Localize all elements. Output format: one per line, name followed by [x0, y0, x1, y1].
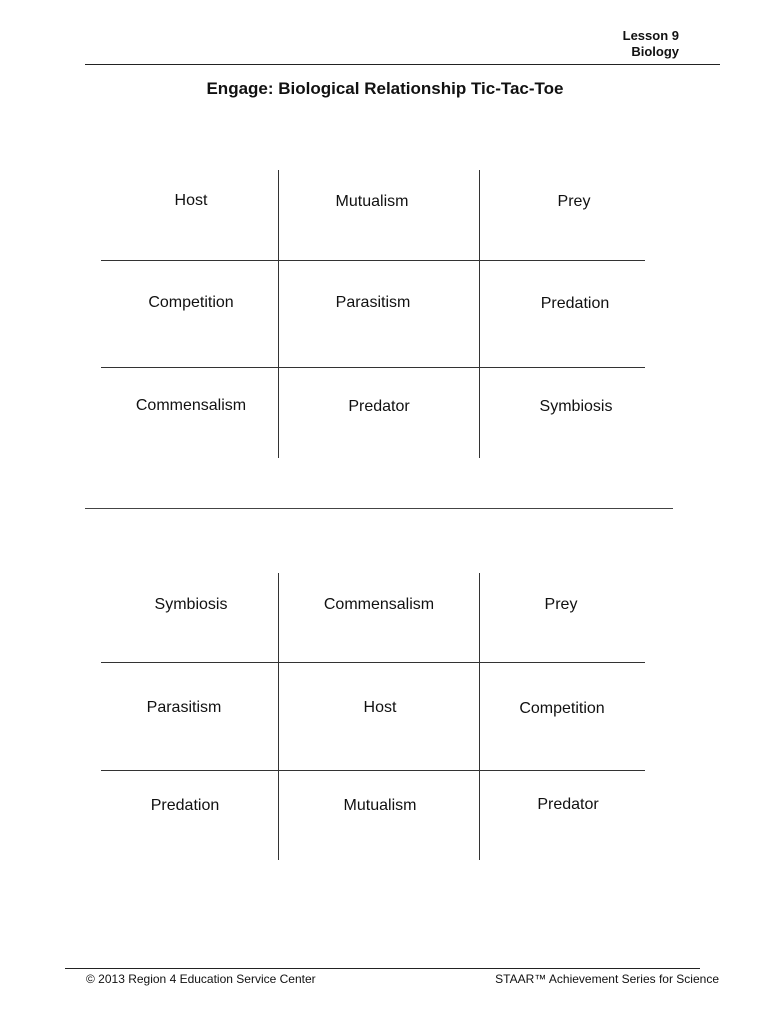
board1-cell: Mutualism — [335, 193, 409, 210]
board1-cell: Host — [174, 192, 208, 209]
board2-cell: Predation — [150, 797, 220, 814]
board2-cell: Competition — [519, 700, 605, 717]
subject-label: Biology — [631, 44, 679, 59]
board1-cell: Predator — [348, 398, 410, 415]
grid-line-horizontal — [101, 367, 645, 368]
board1-cell: Predation — [540, 295, 610, 312]
grid-line-vertical — [278, 573, 279, 860]
board2-cell: Commensalism — [323, 596, 435, 613]
grid-line-vertical — [479, 573, 480, 860]
board1-cell: Parasitism — [335, 294, 411, 311]
grid-line-horizontal — [101, 260, 645, 261]
board1-cell: Prey — [557, 193, 591, 210]
board1-cell: Symbiosis — [539, 398, 613, 415]
grid-line-horizontal — [101, 770, 645, 771]
board2-cell: Mutualism — [343, 797, 417, 814]
page-title: Engage: Biological Relationship Tic-Tac-Toe — [206, 79, 564, 98]
lesson-header — [623, 28, 679, 60]
grid-line-horizontal — [101, 662, 645, 663]
board2-cell: Host — [363, 699, 397, 716]
section-divider — [85, 508, 673, 509]
board1-cell: Commensalism — [135, 397, 247, 414]
grid-line-vertical — [479, 170, 480, 458]
board1-cell: Competition — [148, 294, 234, 311]
board2-cell: Symbiosis — [154, 596, 228, 613]
header-divider — [85, 64, 720, 65]
lesson-number: Lesson 9 — [622, 28, 679, 43]
board2-cell: Prey — [544, 596, 578, 613]
grid-line-vertical — [278, 170, 279, 458]
copyright-text: © 2013 Region 4 Education Service Center — [86, 972, 316, 986]
series-text: STAAR™ Achievement Series for Science — [495, 972, 719, 986]
board2-cell: Parasitism — [146, 699, 222, 716]
board2-cell: Predator — [537, 796, 599, 813]
footer-divider — [65, 968, 700, 969]
